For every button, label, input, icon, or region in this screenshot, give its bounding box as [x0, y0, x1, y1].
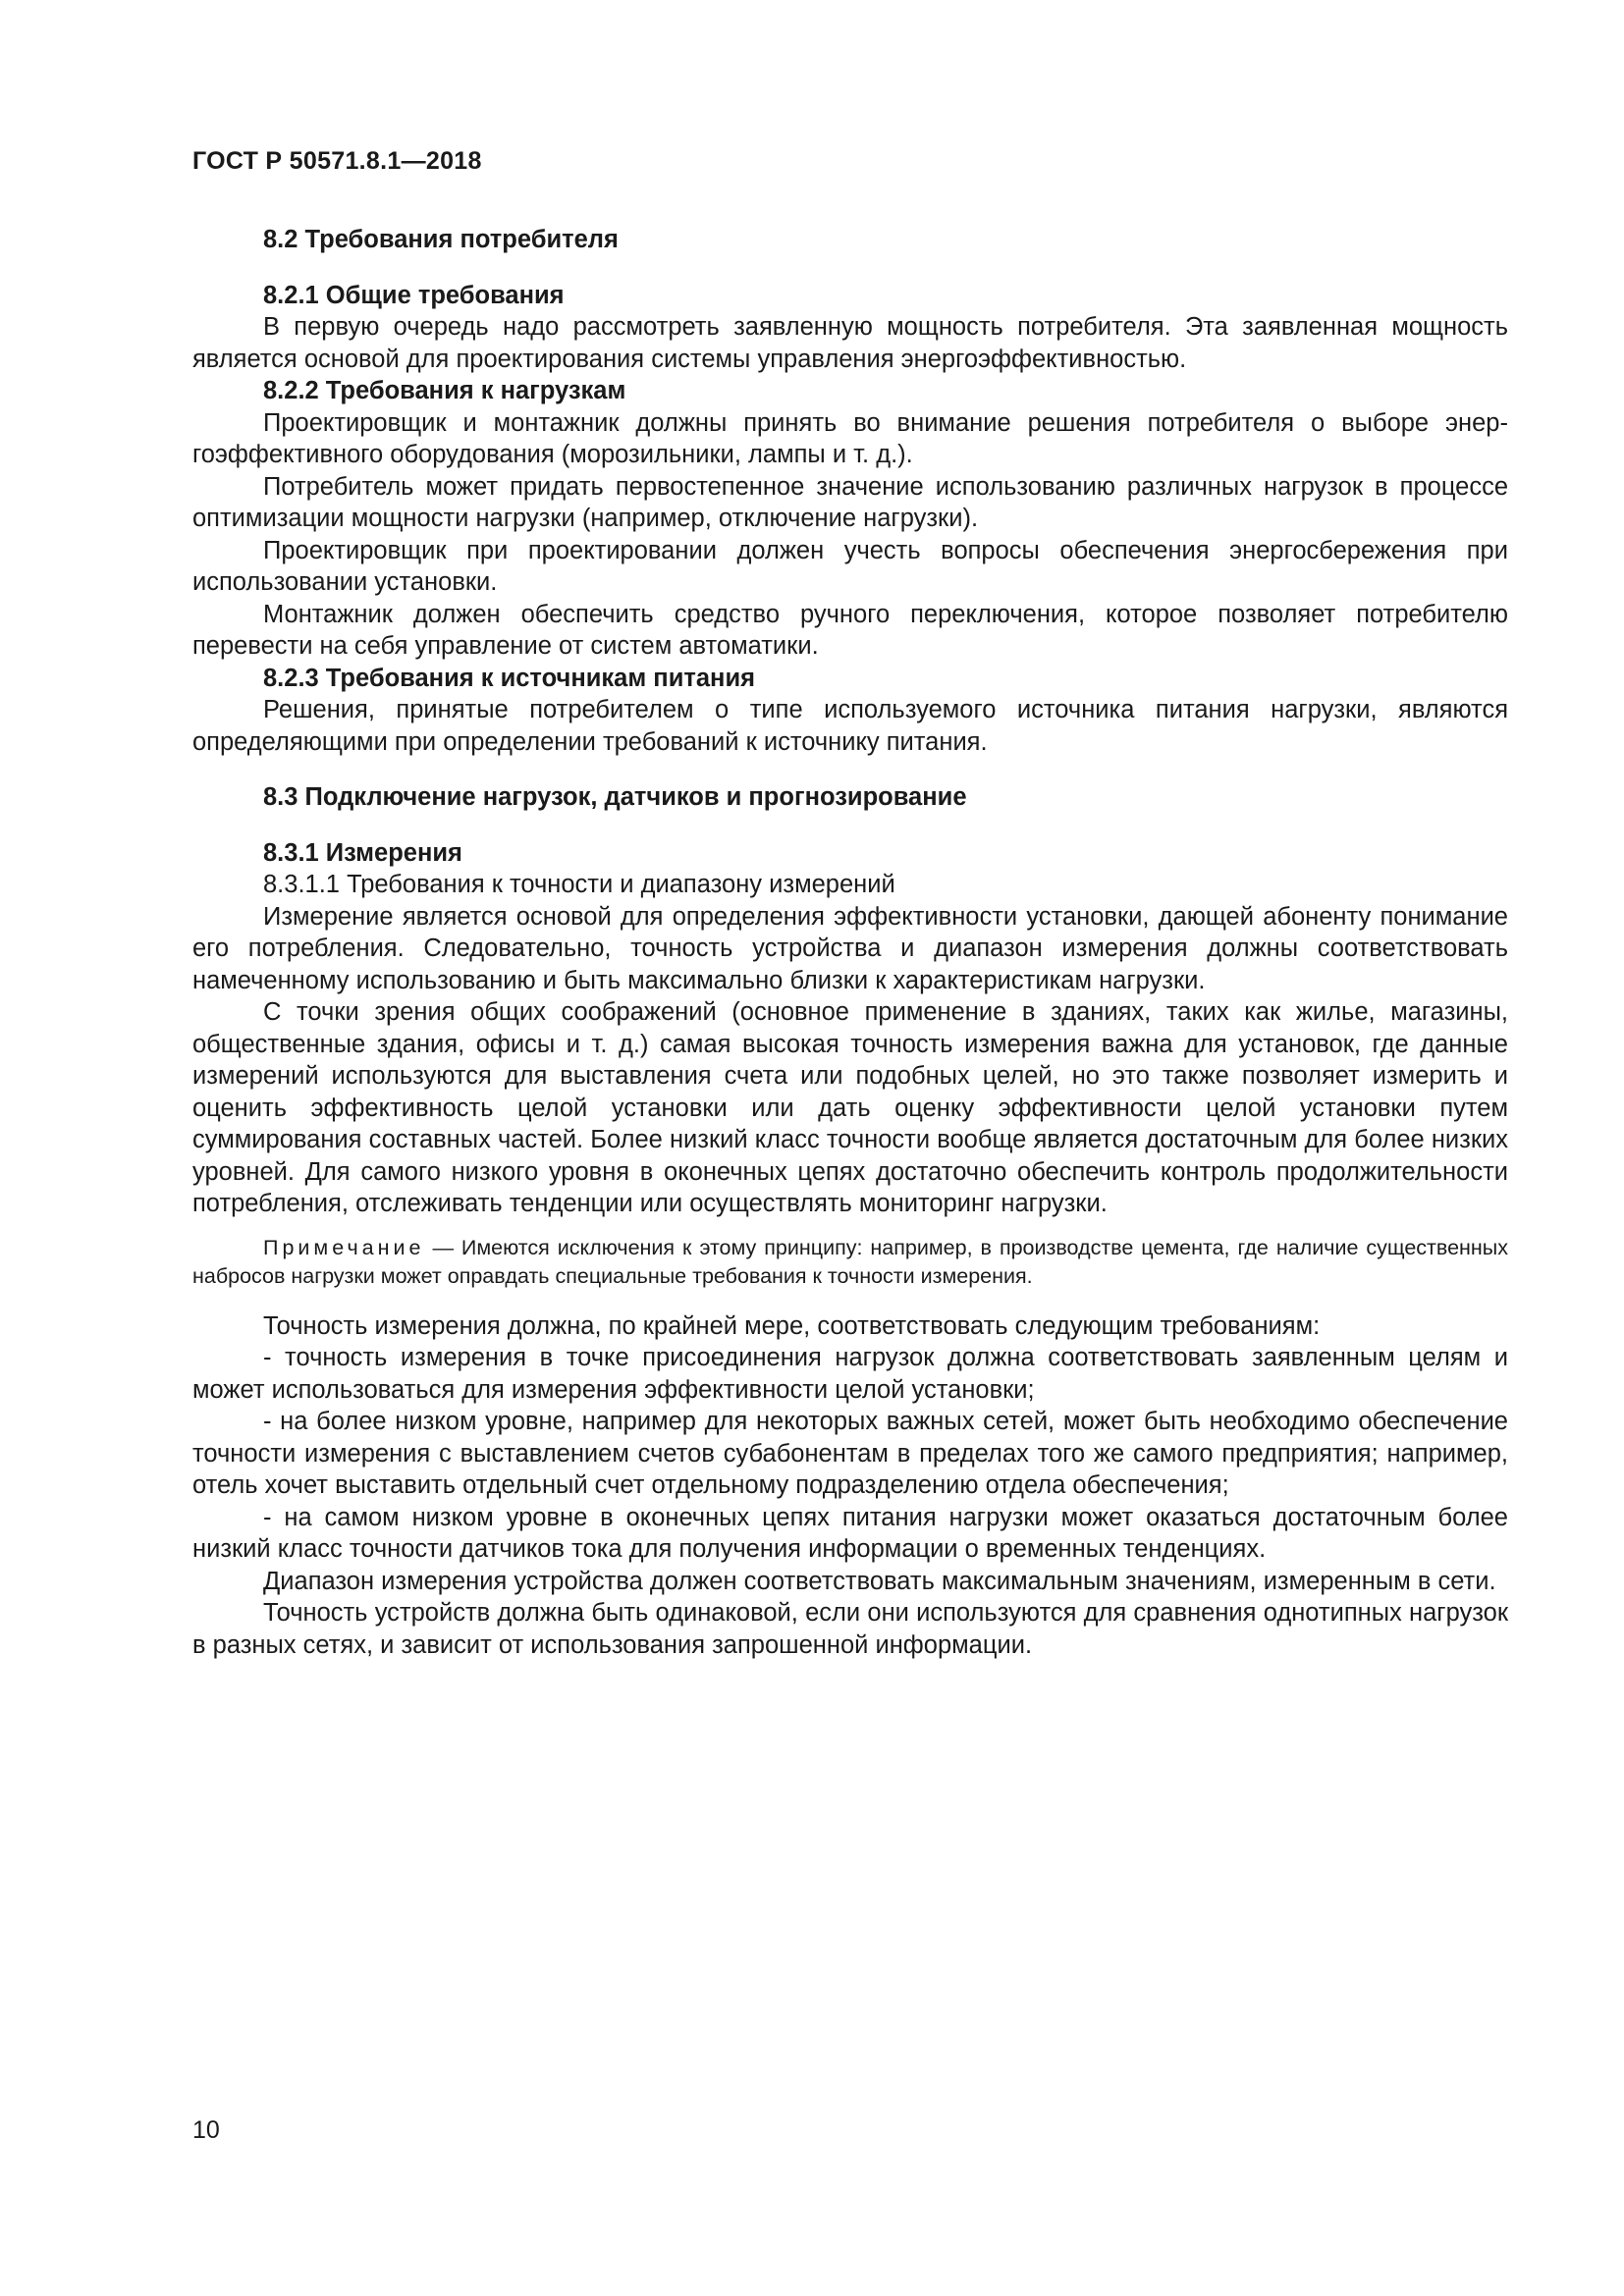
section-8-2-title: 8.2 Требования потребителя	[263, 226, 619, 253]
note-label: Примечание	[263, 1235, 425, 1259]
note	[192, 1234, 1508, 1291]
paragraph: Решения, принятые потребителем о типе используемого источника питания нагрузки, являются определяющими при определении требований к источнику питания.	[192, 696, 1508, 756]
paragraph: Измерение является основой для определения эффективности установки, дающей абоненту понимание его потребления. Следовательно, точность устройства и диапазон измерения должны соответствовать намеченному использованию и быть максимально близки к характеристикам нагрузки.	[192, 902, 1508, 994]
page-number: 10	[192, 2116, 220, 2144]
paragraph: Точность устройств должна быть одинаковой, если они используются для сравнения однотипных нагрузок в разных сетях, и зависит от использования запрошенной информации.	[192, 1599, 1508, 1659]
section-8-3-1-title: 8.3.1 Измерения	[263, 838, 462, 867]
section-8-2-2-title: 8.2.2 Требования к нагрузкам	[263, 377, 626, 404]
section-8-2-3-title: 8.2.3 Требования к источникам питания	[263, 664, 755, 692]
subsection-8-3-1-1-title: 8.3.1.1 Требования к точности и диапазону измерений	[263, 871, 895, 898]
paragraph: В первую очередь надо рассмотреть заявленную мощность потребителя. Эта заявленная мощность является основой для проектирования системы управления энергоэффективностью.	[192, 313, 1508, 373]
document-header-id: ГОСТ Р 50571.8.1—2018	[192, 147, 482, 175]
document-body	[192, 224, 1508, 1661]
paragraph: Диапазон измерения устройства должен соответствовать максимальным значениям, измеренным в сети.	[263, 1567, 1496, 1595]
paragraph: Потребитель может придать первостепенное значение использованию различных нагрузок в процессе оптимизации мощности нагрузки (например, отключение нагрузки).	[192, 472, 1508, 532]
section-8-3-title: 8.3 Подключение нагрузок, датчиков и прогнозирование	[263, 783, 967, 811]
paragraph: Монтажник должен обеспечить средство ручного переключения, которое позволяет потребителю перевести на себя управление от систем автоматики.	[192, 600, 1508, 660]
list-item: - точность измерения в точке присоединения нагрузок должна соответствовать заявленным целям и может использоваться для измерения эффективности целой установки;	[192, 1344, 1508, 1404]
paragraph: Проектировщик и монтажник должны принять во внимание решения потребителя о выборе энергоэффективного оборудования (морозильники, лампы и т. д.).	[192, 408, 1508, 468]
note-text: — Имеются исключения к этому принципу: например, в производстве цемента, где наличие существенных набросов нагрузки может оправдать специальные требования к точности измерения.	[192, 1235, 1508, 1288]
paragraph: Проектировщик при проектировании должен учесть вопросы обеспечения энергосбережения при использовании установки.	[192, 536, 1508, 596]
list-item: - на самом низком уровне в оконечных цепях питания нагрузки может оказаться достаточным более низкий класс точности датчиков тока для получения информации о временных тенденциях.	[192, 1503, 1508, 1563]
paragraph: Точность измерения должна, по крайней мере, соответствовать следующим требованиям:	[263, 1311, 1321, 1340]
list-item: - на более низком уровне, например для некоторых важных сетей, может быть необходимо обеспечение точности измерения с выставлением счетов субабонентам в пределах того же самого предприятия; например, отель хочет выставить отдельный счет отдельному подразделению отдела обеспечения;	[192, 1408, 1508, 1499]
paragraph: С точки зрения общих соображений (основное применение в зданиях, таких как жилье, магазины, общественные здания, офисы и т. д.) самая высокая точность измерения важна для установок, где данные измерений используются для выставления счета или подобных целей, но это также позволяет измерить и оценить эффективность целой установки или дать оценку эффективности целой установки путем суммирования составных частей. Более низкий класс точности вообще является достаточным для более низких уровней. Для самого низкого уровня в оконечных цепях достаточно обеспечить контроль продолжительности потребления, отслеживать тенденции или осуществлять мониторинг нагрузки.	[192, 998, 1508, 1217]
section-8-2-1-title: 8.2.1 Общие требования	[263, 281, 565, 309]
